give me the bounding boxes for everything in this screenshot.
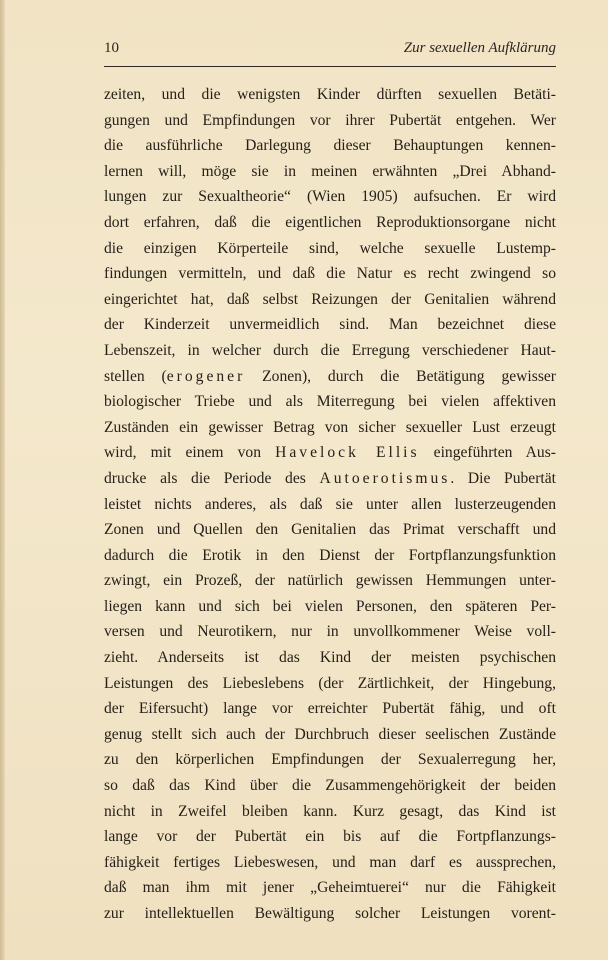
text-run: . Die Pubertät [450, 469, 556, 487]
text-run: Zonen), durch die Betätigung gewisser [245, 367, 556, 385]
text-line [104, 287, 556, 313]
page-binding-edge [0, 0, 5, 960]
text-line [104, 619, 556, 645]
text-run: Lebenszeit, in welcher durch die Erregung verschiedener Haut- [104, 341, 556, 359]
running-title: Zur sexuellen Aufklärung [403, 40, 556, 56]
text-run: leistet nichts anderes, als daß sie unter allen lusterzeugenden [104, 495, 556, 513]
text-run: Zuständen ein gewisser Betrag von sicher sexueller Lust erzeugt [104, 418, 556, 436]
text-line [104, 773, 556, 799]
text-run: der Eifersucht) lange vor erreichter Pubertät fähig, und oft [104, 700, 556, 718]
text-run: eingeführten Aus- [419, 444, 556, 462]
text-line [104, 875, 556, 901]
text-run: zwingt, ein Prozeß, der natürlich gewissen Hemmungen unter- [104, 572, 556, 590]
text-line [104, 415, 556, 441]
text-run: drucke als die Periode des [104, 469, 320, 487]
text-line [104, 184, 556, 210]
text-run: zu den körperlichen Empfindungen der Sexualerregung her, [104, 751, 556, 769]
text-line [104, 440, 556, 466]
text-run: der Kinderzeit unvermeidlich sind. Man bezeichnet diese [104, 316, 556, 334]
text-run: eingerichtet hat, daß selbst Reizungen der Genitalien während [104, 290, 556, 308]
text-line [104, 517, 556, 543]
text-run: Leistungen des Liebeslebens (der Zärtlichkeit, der Hingebung, [104, 674, 556, 692]
text-run: versen und Neurotikern, nur in unvollkommener Weise voll- [104, 623, 556, 641]
text-line [104, 82, 556, 108]
text-run: zieht. Anderseits ist das Kind der meisten psychischen [104, 649, 556, 667]
text-line [104, 364, 556, 390]
text-run: lernen will, möge sie in meinen erwähnten „Drei Abhand- [104, 162, 556, 180]
text-run: so daß das Kind über die Zusammengehörigkeit der beiden [104, 777, 556, 795]
text-run: daß man ihm mit jener „Geheimtuerei“ nur die Fähigkeit [104, 879, 556, 897]
text-run: nicht in Zweifel bleiben kann. Kurz gesagt, das Kind ist [104, 802, 556, 820]
text-line [104, 722, 556, 748]
header-rule [104, 66, 556, 67]
text-line [104, 466, 556, 492]
text-run: dadurch die Erotik in den Dienst der Fortpflanzungsfunktion [104, 546, 556, 564]
text-run: die einzigen Körperteile sind, welche sexuelle Lustemp- [104, 239, 556, 257]
text-line [104, 543, 556, 569]
text-run: gungen und Empfindungen vor ihrer Pubertät entgehen. Wer [104, 111, 556, 129]
text-run: genug stellt sich auch der Durchbruch dieser seelischen Zustände [104, 725, 556, 743]
text-run: biologischer Triebe und als Miterregung bei vielen affektiven [104, 393, 556, 411]
text-line [104, 312, 556, 338]
spaced-term: Autoerotismus [319, 469, 451, 487]
text-run: fähigkeit fertiges Liebeswesen, und man darf es aussprechen, [104, 853, 556, 871]
page-header [104, 40, 556, 62]
spaced-term: erogener [166, 367, 246, 385]
page-number: 10 [104, 40, 119, 56]
text-run: stellen ( [104, 367, 167, 385]
text-line [104, 824, 556, 850]
text-line [104, 645, 556, 671]
text-run: lange vor der Pubertät ein bis auf die Fortpflanzungs- [104, 828, 556, 846]
spaced-term: Havelock Ellis [275, 444, 420, 462]
text-line [104, 133, 556, 159]
text-line [104, 261, 556, 287]
text-line [104, 568, 556, 594]
text-line [104, 671, 556, 697]
text-run: wird, mit einem von [104, 444, 276, 462]
text-line [104, 210, 556, 236]
text-line [104, 159, 556, 185]
text-run: findungen vermitteln, und daß die Natur es recht zwingend so [104, 265, 556, 283]
text-run: zeiten, und die wenigsten Kinder dürften sexuellen Betäti- [104, 86, 556, 103]
text-line [104, 747, 556, 773]
body-text [104, 82, 556, 927]
text-line [104, 696, 556, 722]
text-line [104, 492, 556, 518]
text-run: lungen zur Sexualtheorie“ (Wien 1905) aufsuchen. Er wird [104, 188, 556, 206]
text-line [104, 108, 556, 134]
text-run: zur intellektuellen Bewältigung solcher Leistungen vorent- [104, 905, 556, 922]
text-line [104, 236, 556, 262]
text-line [104, 389, 556, 415]
text-line [104, 901, 556, 927]
text-line [104, 799, 556, 825]
text-run: dort erfahren, daß die eigentlichen Reproduktionsorgane nicht [104, 213, 556, 231]
text-run: Zonen und Quellen den Genitalien das Primat verschafft und [104, 521, 556, 539]
text-line [104, 338, 556, 364]
text-line [104, 594, 556, 620]
text-run: die ausführliche Darlegung dieser Behauptungen kennen- [104, 137, 556, 155]
text-line [104, 850, 556, 876]
text-run: liegen kann und sich bei vielen Personen, den späteren Per- [104, 597, 556, 615]
